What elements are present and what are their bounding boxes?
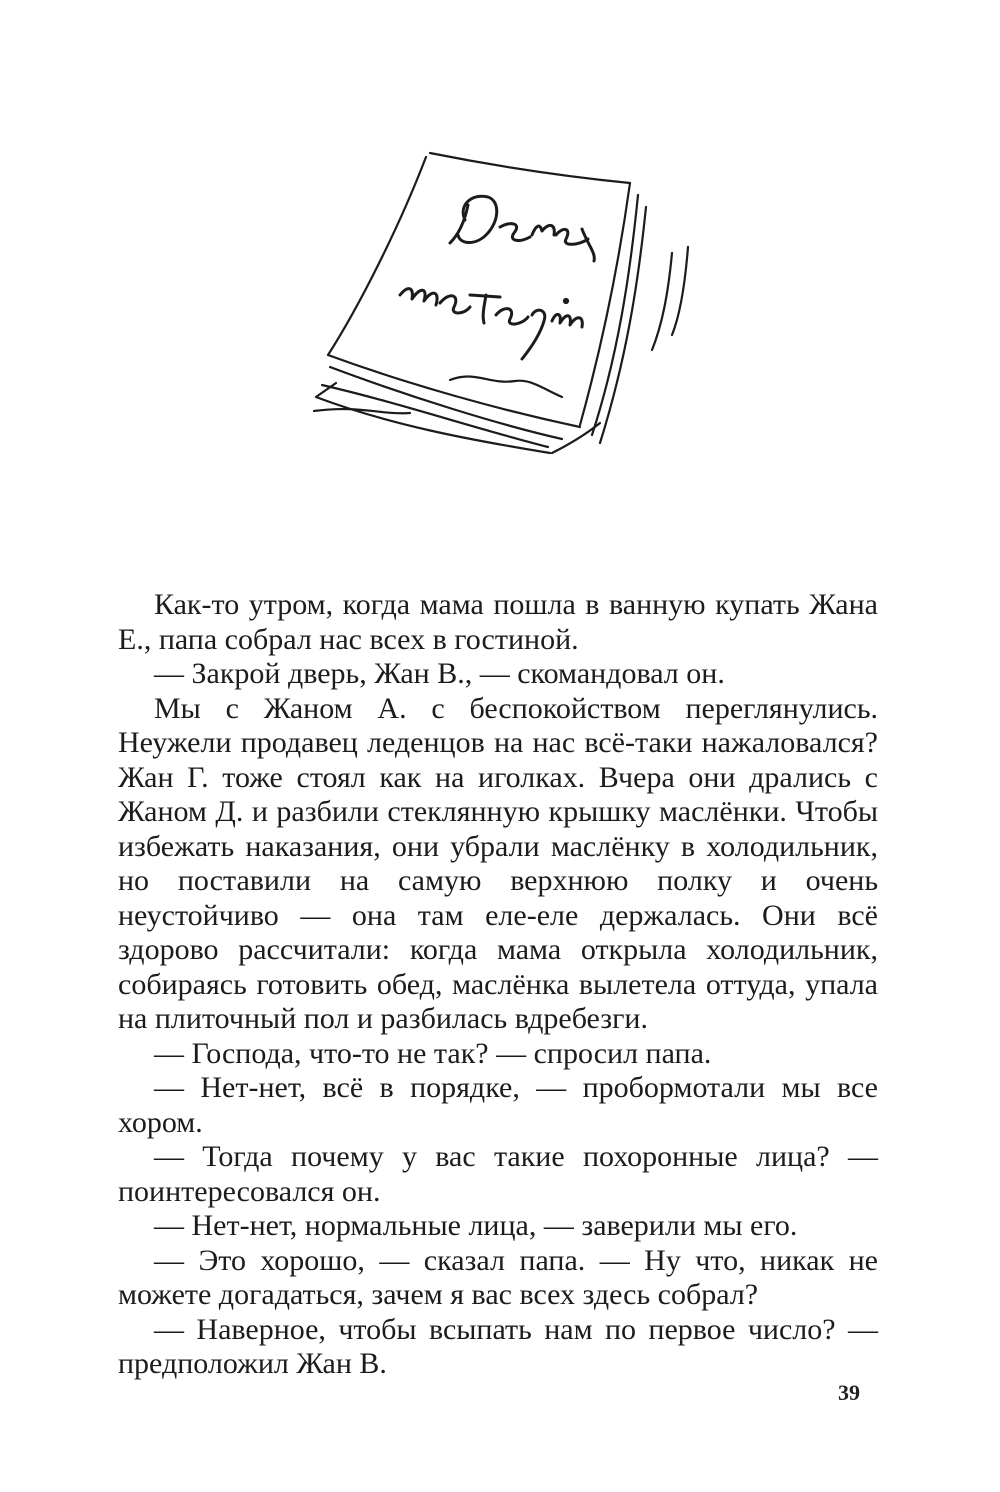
paragraph: Мы с Жаном А. с беспокойством переглянулись. Неужели продавец леденцов на нас всё-таки нажаловался? Жан Г. тоже стоял как на иголках. Вчера они дрались с Жаном Д. и разбили стеклянную крышку маслёнки. Чтобы избежать наказания, они убрали маслёнку в холодильник, но поставили на самую верхнюю полку и очень неустойчиво — она там еле-еле держалась. Они всё здорово рассчитали: когда мама открыла холодильник, собираясь готовить обед, маслёнка вылетела оттуда, упала на плиточный пол и разбилась вдребезги. bbox=[118, 691, 878, 1035]
paragraph: — Господа, что-то не так? — спросил папа. bbox=[154, 1036, 712, 1070]
story-text bbox=[118, 588, 878, 1382]
paragraph: — Наверное, чтобы всыпать нам по первое число? — предположил Жан В. bbox=[118, 1312, 878, 1380]
paragraph: Как-то утром, когда мама пошла в ванную купать Жана Е., папа собрал нас всех в гостиной. bbox=[118, 588, 878, 656]
calendar-sheet-icon bbox=[300, 135, 720, 495]
paragraph: — Закрой дверь, Жан В., — скомандовал он. bbox=[154, 657, 725, 690]
paragraph: — Это хорошо, — сказал папа. — Ну что, никак не можете догадаться, зачем я вас всех здесь собрал? bbox=[118, 1243, 878, 1311]
paragraph: — Нет-нет, всё в порядке, — пробормотали мы все хором. bbox=[118, 1071, 878, 1139]
paragraph: — Нет-нет, нормальные лица, — заверили мы его. bbox=[154, 1209, 798, 1242]
page-number: 39 bbox=[838, 1380, 860, 1405]
paragraph: — Тогда почему у вас такие похоронные лица? — поинтересовался он. bbox=[118, 1140, 878, 1208]
calendar-sheet-illustration bbox=[300, 135, 720, 495]
